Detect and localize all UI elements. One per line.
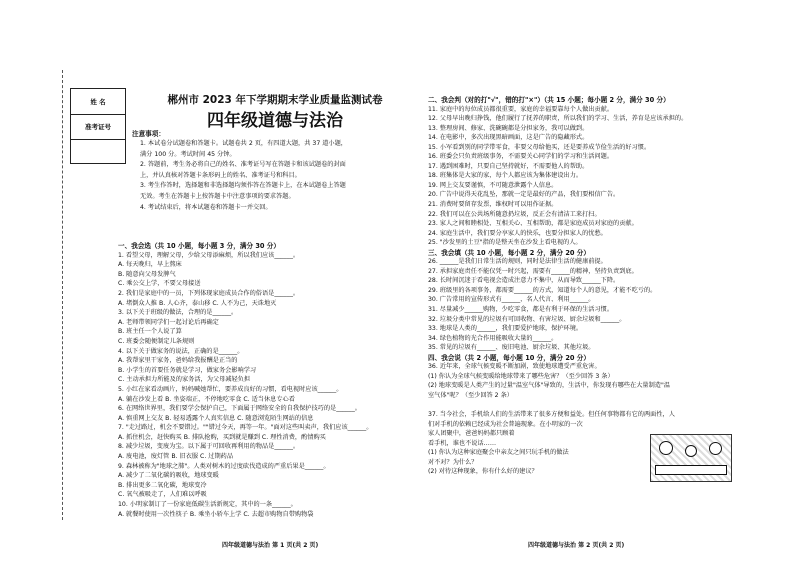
- question-line: A. 抓住机会，赶快购买 B. 排队抢购，买到就是赚到 C. 理性消费，酌情购买: [118, 433, 326, 441]
- question-line: 2. 我们是家庭中的一员，下列体现家庭成员合作的俗语是______。: [118, 289, 300, 297]
- question-line: 22. 我们可以在公共场所随意扔垃圾，反正会有清洁工来打扫。: [428, 210, 601, 218]
- question-line: A. 我帮家里干家务，爸妈给我报酬是正当的: [118, 357, 238, 365]
- question-line: 33. 地球是人类的______，我们要爱护地球，保护环境。: [428, 325, 583, 333]
- footer-page-1: 四年级道德与法治 第 1 页(共 2 页): [222, 542, 319, 549]
- question-line: 6. 在网络世界里，我们要学会保护自己，下面属于网络安全的自我保护技巧的是______。: [118, 405, 361, 413]
- question-line: 28. 长时间沉迷于看电视会造成注意力不集中，从而导致______下降。: [428, 277, 620, 285]
- question-line: C. 班委会随便制定儿条规则: [118, 337, 195, 345]
- info-blank-row[interactable]: [71, 140, 125, 165]
- question-line: 8. 减少垃圾，变废为宝。以下属于可回收再利用的物品是______。: [118, 443, 300, 451]
- question-line: 36. 近年来，全球气候变暖不断加剧，致使地球遭受严重危害。: [428, 363, 601, 371]
- question-line: 30. 广告常用的宣传形式有______、名人代言、利用______。: [428, 296, 595, 304]
- left-column: [118, 242, 372, 520]
- question-line: 37. 当今社会，手机给人们的生活带来了很多方便和益处。但任何事物都有它的两面性，人: [428, 411, 675, 419]
- question-line: 14. 在电影中，多次出现黑暗画面，这是广告的隐藏形式。: [428, 134, 589, 142]
- subject-title: 四年级道德与法治: [207, 111, 343, 131]
- note-line: 4. 考试结束后，将本试题卷和答题卡一并交回。: [140, 203, 272, 211]
- question-line: C. 氧气被吸走了，人们难以呼吸: [118, 491, 207, 499]
- question-line: 16. 班委会只负责班级事务，不需要关心同学们的学习和生活问题。: [428, 153, 614, 161]
- question-line: 13. 整理房间、修家、洗碗碗都是分担家务，我可以做到。: [428, 124, 589, 132]
- question-line: 5. 小红在家看动画片，妈妈喊她帮忙，要养成良好的习惯，看电视时应该______。: [118, 385, 343, 393]
- question-line: A. 每天晚归，早上熬床: [118, 261, 182, 269]
- question-line: 32. 垃圾分类中常见的垃圾有可回收物、有害垃圾、厨余垃圾和______。: [428, 315, 626, 323]
- question-line: B. 随意向父母发脾气: [118, 270, 176, 278]
- question-line: 家人团聚中，爸爸妈妈都只顾着: [428, 430, 515, 438]
- note-line: 3. 考生作答时，选择题和非选择题均须作答在答题卡上，在本试题卷上答题: [140, 182, 346, 190]
- question-line: 24. 家庭生活中，我们要分享家人的快乐，也要分担家人的忧愁。: [428, 229, 607, 237]
- question-line: A. 减少了二氧化碳的吸收，地球变暖: [118, 472, 219, 480]
- note-line: 2. 答题前，考生务必将自己的姓名、准考证号写在答题卡和该试题卷的封面: [140, 161, 346, 169]
- question-line: 35. 常见的垃圾有______、废旧电池、厨余垃圾、其他垃圾。: [428, 344, 595, 352]
- student-info-box: [70, 88, 126, 164]
- note-line: 1. 本试卷分试题卷和答题卡。试题卷共 2 页，有四道大题，共 37 道小题，: [140, 140, 347, 147]
- question-line: A. 躺在沙发上看 B. 坐姿端正，不停地吃零食 C. 适当休息专心看: [118, 395, 295, 403]
- question-line: 20. 广告中说得天花乱坠，那就一定是最好的产品，我们要相信广告。: [428, 191, 620, 199]
- question-line: 27. 承担家庭责任不能仅凭一时兴起，需要有______的精神，坚持负责到底。: [428, 267, 638, 275]
- question-line: 29. 班级里的各项事务，都需要______的方式，知道每个人的意见，才能不吃亏的。: [428, 286, 657, 294]
- family-phone-cartoon: [650, 434, 732, 482]
- question-line: B. 小学生的首要任务就是学习，做家务会影响学习: [118, 366, 257, 374]
- question-line: (1) 你认为全球气候变暖给地球带来了哪些危害？（至少回答 3 条）: [428, 372, 614, 380]
- section-heading: 四、我会说（共 2 小题，每小题 10 分，满分 20 分）: [428, 353, 590, 362]
- question-line: 11. 家庭中的每位成员都很重要，家庭的幸福要靠每个人做出贡献。: [428, 105, 614, 113]
- notes-block: [140, 140, 347, 214]
- binding-line: [62, 70, 63, 520]
- right-column: [428, 96, 687, 478]
- question-line: [428, 402, 687, 412]
- question-line: 23. 家人之间和睦相处、互相关心、互相帮助，都是家庭成员对家庭的贡献。: [428, 220, 638, 228]
- section-heading: 一、我会选（共 10 小题，每小题 3 分，满分 30 分）: [118, 242, 280, 250]
- question-line: 10. 小明家制订了一份家庭低碳生活新规定，其中的一条______。: [118, 501, 297, 509]
- question-line: (2) 对待这种现象，你有什么好的建议？: [428, 468, 538, 476]
- exam-no-field-label[interactable]: 准考证号: [71, 115, 125, 141]
- question-line: 18. 班集体是大家的家，每个人都应该为集体建设出力。: [428, 172, 583, 180]
- question-line: 15. 小军看到别的同学带零食，非要父母给他买，还是要养成节俭生活的好习惯。: [428, 143, 651, 151]
- question-line: 25. "沙发里的土豆"指的是整天坐在沙发上看电视的人。: [428, 239, 582, 247]
- question-line: 17. 遇到困难时，只要自己坚持就好，不需要他人的帮助。: [428, 162, 589, 170]
- question-line: C. 乘公交上学，不要父母接送: [118, 280, 201, 288]
- section-heading: 三、我会填（共 10 小题，每小题 2 分，满分 20 分）: [428, 248, 590, 257]
- name-field-label[interactable]: 姓 名: [71, 89, 125, 115]
- note-line: 满分 100 分。考试时间 45 分钟。: [140, 150, 236, 158]
- question-line: A. 老师带领同学们一起讨论后再确定: [118, 318, 219, 326]
- question-line: 们对手机的依赖已经成为社会普遍现象。在小明家的一次: [428, 420, 583, 428]
- question-line: 21. 消费时要留存发票，维权时可以用作证据。: [428, 201, 558, 209]
- question-line: 34. 绿色植物的光合作用能吸收大量的______。: [428, 334, 558, 342]
- question-line: 对不对？为什么？: [428, 458, 478, 466]
- note-line: 上，并认真核对答题卡条形码上的姓名、准考证号和科目。: [140, 171, 301, 179]
- exam-title: 郴州市 2023 年下学期期末学业质量监测试卷: [167, 94, 383, 106]
- question-line: 室气体"呢？（至少回答 2 条）: [428, 391, 513, 399]
- question-line: B. 班主任一个人说了算: [118, 328, 182, 336]
- question-line: A. 就餐时使用一次性筷子 B. 乘坐小轿车上学 C. 去超市购物自带购物袋: [118, 510, 314, 518]
- question-line: 9. 森林被称为"地球之肺"。人类对树木的过度砍伐造成的严重后果是______。: [118, 462, 330, 470]
- question-line: 31. 尽量减少______购物，少吃零食，都是有利于环保的生活习惯。: [428, 306, 614, 314]
- notes-heading: 注意事项：: [132, 130, 165, 138]
- footer-page-2: 四年级道德与法治 第 2 页(共 2 页): [528, 542, 625, 549]
- question-line: 12. 父母早出晚归挣钱，他们履行了抚养的职责，所以我们的学习、生活，养育是应该承担的。: [428, 115, 688, 123]
- question-line: A. 慎重网上交友 B. 轻易透露个人真实信息 C. 随意浏览陌生网站的信息: [118, 414, 314, 422]
- question-line: 7. "走过路过，机会不要错过。""错过今天，再等一年。"面对这些叫卖声，我们应该______。: [118, 424, 373, 432]
- question-line: 1. 看望父母，理解父母，少给父母添麻烦，所以我们应该______。: [118, 251, 300, 259]
- question-line: C. 主动承担力所能及的家务活，为父母减轻负担: [118, 376, 251, 384]
- question-line: 26. ______是我们日常生活的规则，同时是法律生活的健康前提。: [428, 258, 607, 266]
- question-line: (1) 你认为这种家庭聚会中亲友之间只玩手机的做法: [428, 449, 569, 457]
- question-line: 19. 网上交友要谨慎，不可随意泄露个人信息。: [428, 181, 558, 189]
- question-line: A. 废电池，废灯管 B. 旧衣服 C. 过期药品: [118, 453, 234, 461]
- question-line: B. 排出更多二氧化碳，地球变冷: [118, 481, 207, 489]
- question-line: (2) 地球变暖是人类产生的过量"温室气体"导致的，生活中，你发现有哪些在大量制造"温: [428, 382, 671, 390]
- question-line: 4. 以下关于做家务的说法，正确的是______。: [118, 347, 244, 355]
- question-line: A. 堵倒众人推 B. 人心齐，泰山移 C. 人不为己，天诛地灭: [118, 299, 277, 307]
- note-line: 无效。考生在答题卡上按答题卡中注意事项的要求答题。: [140, 192, 295, 200]
- section-heading: 二、我会判（对的打"√"，错的打"×"）（共 15 小题；每小题 2 分，满分 30 分）: [428, 96, 670, 104]
- question-line: 看手机，谁也不说话……: [428, 439, 497, 447]
- question-line: 3. 以下关于班级的做法，合理的是______。: [118, 309, 238, 317]
